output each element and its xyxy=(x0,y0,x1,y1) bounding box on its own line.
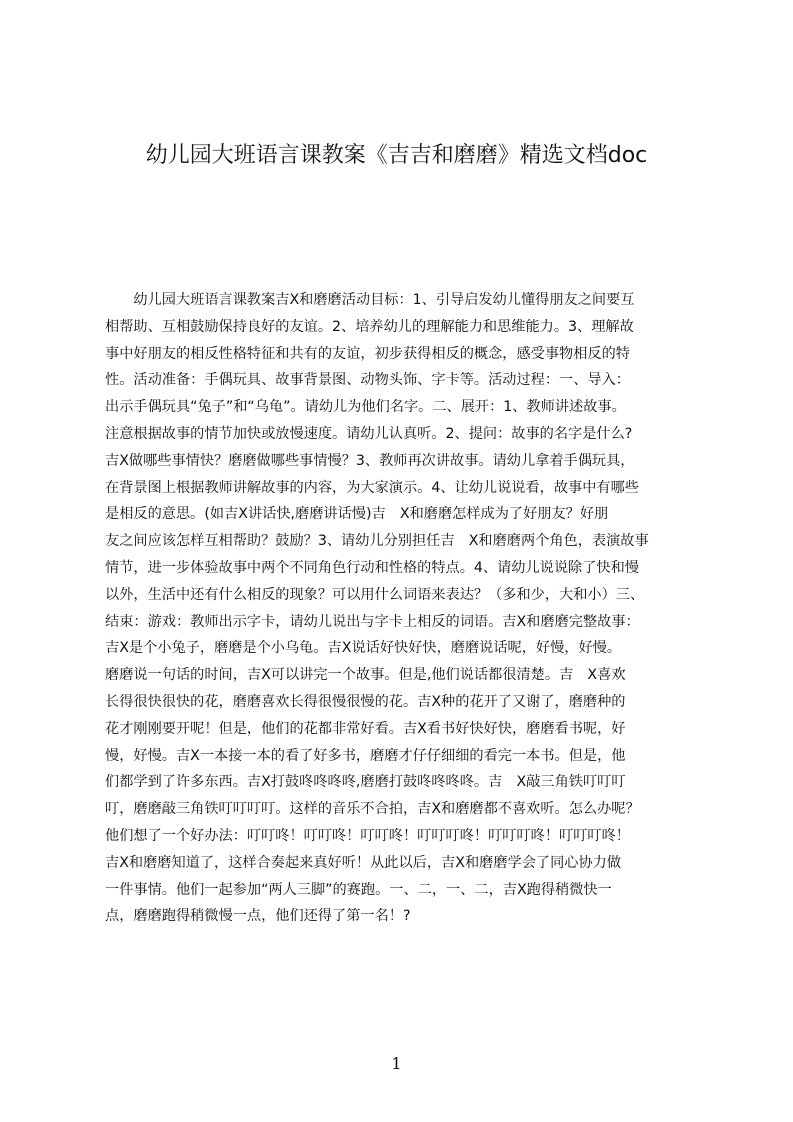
body-text-line: 们都学到了许多东西。吉X打鼓咚咚咚咚,磨磨打鼓咚咚咚咚。吉 X敲三角铁叮叮叮 xyxy=(105,774,626,791)
body-text-line: 相帮助、互相鼓励保持良好的友谊。2、培养幼儿的理解能力和思维能力。3、理解故 xyxy=(105,318,634,335)
page-number: 1 xyxy=(391,1054,402,1073)
body-text-line: 幼儿园大班语言课教案吉X和磨磨活动目标：1、引导启发幼儿懂得朋友之间要互 xyxy=(105,292,635,308)
document-title: 幼儿园大班语言课教案《吉吉和磨磨》精选文档doc xyxy=(145,143,648,168)
body-text-line: 长得很快很快的花，磨磨喜欢长得很慢很慢的花。吉X种的花开了又谢了，磨磨种的 xyxy=(105,693,626,710)
body-text-line: 花才刚刚要开呢！但是，他们的花都非常好看。吉X看书好快好快，磨磨看书呢，好 xyxy=(105,720,626,737)
body-text-line: 出示手偶玩具“兔子”和“乌龟”。请幼儿为他们名字。二、展开：1、教师讲述故事。 xyxy=(105,399,626,416)
body-text-line: 结束：游戏：教师出示字卡，请幼儿说出与字卡上相反的词语。吉X和磨磨完整故事： xyxy=(105,613,640,630)
body-text-line: 情节，进一步体验故事中两个不同角色行动和性格的特点。4、请幼儿说说除了快和慢 xyxy=(105,559,639,576)
body-text-line: 一件事情。他们一起参加“两人三脚”的赛跑。一、二，一、二，吉X跑得稍微快一 xyxy=(105,881,612,898)
body-text-line: 是相反的意思。(如吉X讲话快,磨磨讲话慢)吉 X和磨磨怎样成为了好朋友？好朋 xyxy=(105,506,609,523)
body-text-line: 叮，磨磨敲三角铁叮叮叮叮。这样的音乐不合拍，吉X和磨磨都不喜欢听。怎么办呢？ xyxy=(105,801,640,818)
body-text-line: 事中好朋友的相反性格特征和共有的友谊，初步获得相反的概念，感受事物相反的特 xyxy=(105,345,630,362)
body-text-line: 友之间应该怎样互相帮助？鼓励？3、请幼儿分别担任吉 X和磨磨两个角色，表演故事 xyxy=(105,533,649,550)
body-text-line: 吉X和磨磨知道了，这样合奏起来真好听！从此以后，吉X和磨磨学会了同心协力做 xyxy=(105,854,622,871)
body-text-line: 吉X做哪些事情快？磨磨做哪些事情慢？3、教师再次讲故事。请幼儿拿着手偶玩具， xyxy=(105,452,635,469)
document-body xyxy=(105,287,697,930)
body-text-line: 在背景图上根据教师讲解故事的内容，为大家演示。4、让幼儿说说看，故事中有哪些 xyxy=(105,479,639,496)
body-text-line: 磨磨说一句话的时间，吉X可以讲完一个故事。但是,他们说话都很清楚。吉 X喜欢 xyxy=(105,667,626,684)
body-text-line: 慢，好慢。吉X一本接一本的看了好多书，磨磨才仔仔细细的看完一本书。但是，他 xyxy=(105,747,626,764)
body-text-line: 注意根据故事的情节加快或放慢速度。请幼儿认真听。2、提问：故事的名字是什么? xyxy=(105,425,633,442)
body-text-line: 点，磨磨跑得稍微慢一点，他们还得了第一名！? xyxy=(105,908,411,925)
body-text-line: 以外，生活中还有什么相反的现象？可以用什么词语来表达？（多和少，大和小）三、 xyxy=(105,586,645,603)
body-text-line: 性。活动准备：手偶玩具、故事背景图、动物头饰、字卡等。活动过程：一、导入： xyxy=(105,372,630,389)
body-text-line: 吉X是个小兔子，磨磨是个小乌龟。吉X说话好快好快，磨磨说话呢，好慢，好慢。 xyxy=(105,640,622,657)
body-text-line: 他们想了一个好办法：叮叮咚！叮叮咚！叮叮咚！叮叮叮咚！叮叮叮咚！叮叮叮咚！ xyxy=(105,827,630,844)
